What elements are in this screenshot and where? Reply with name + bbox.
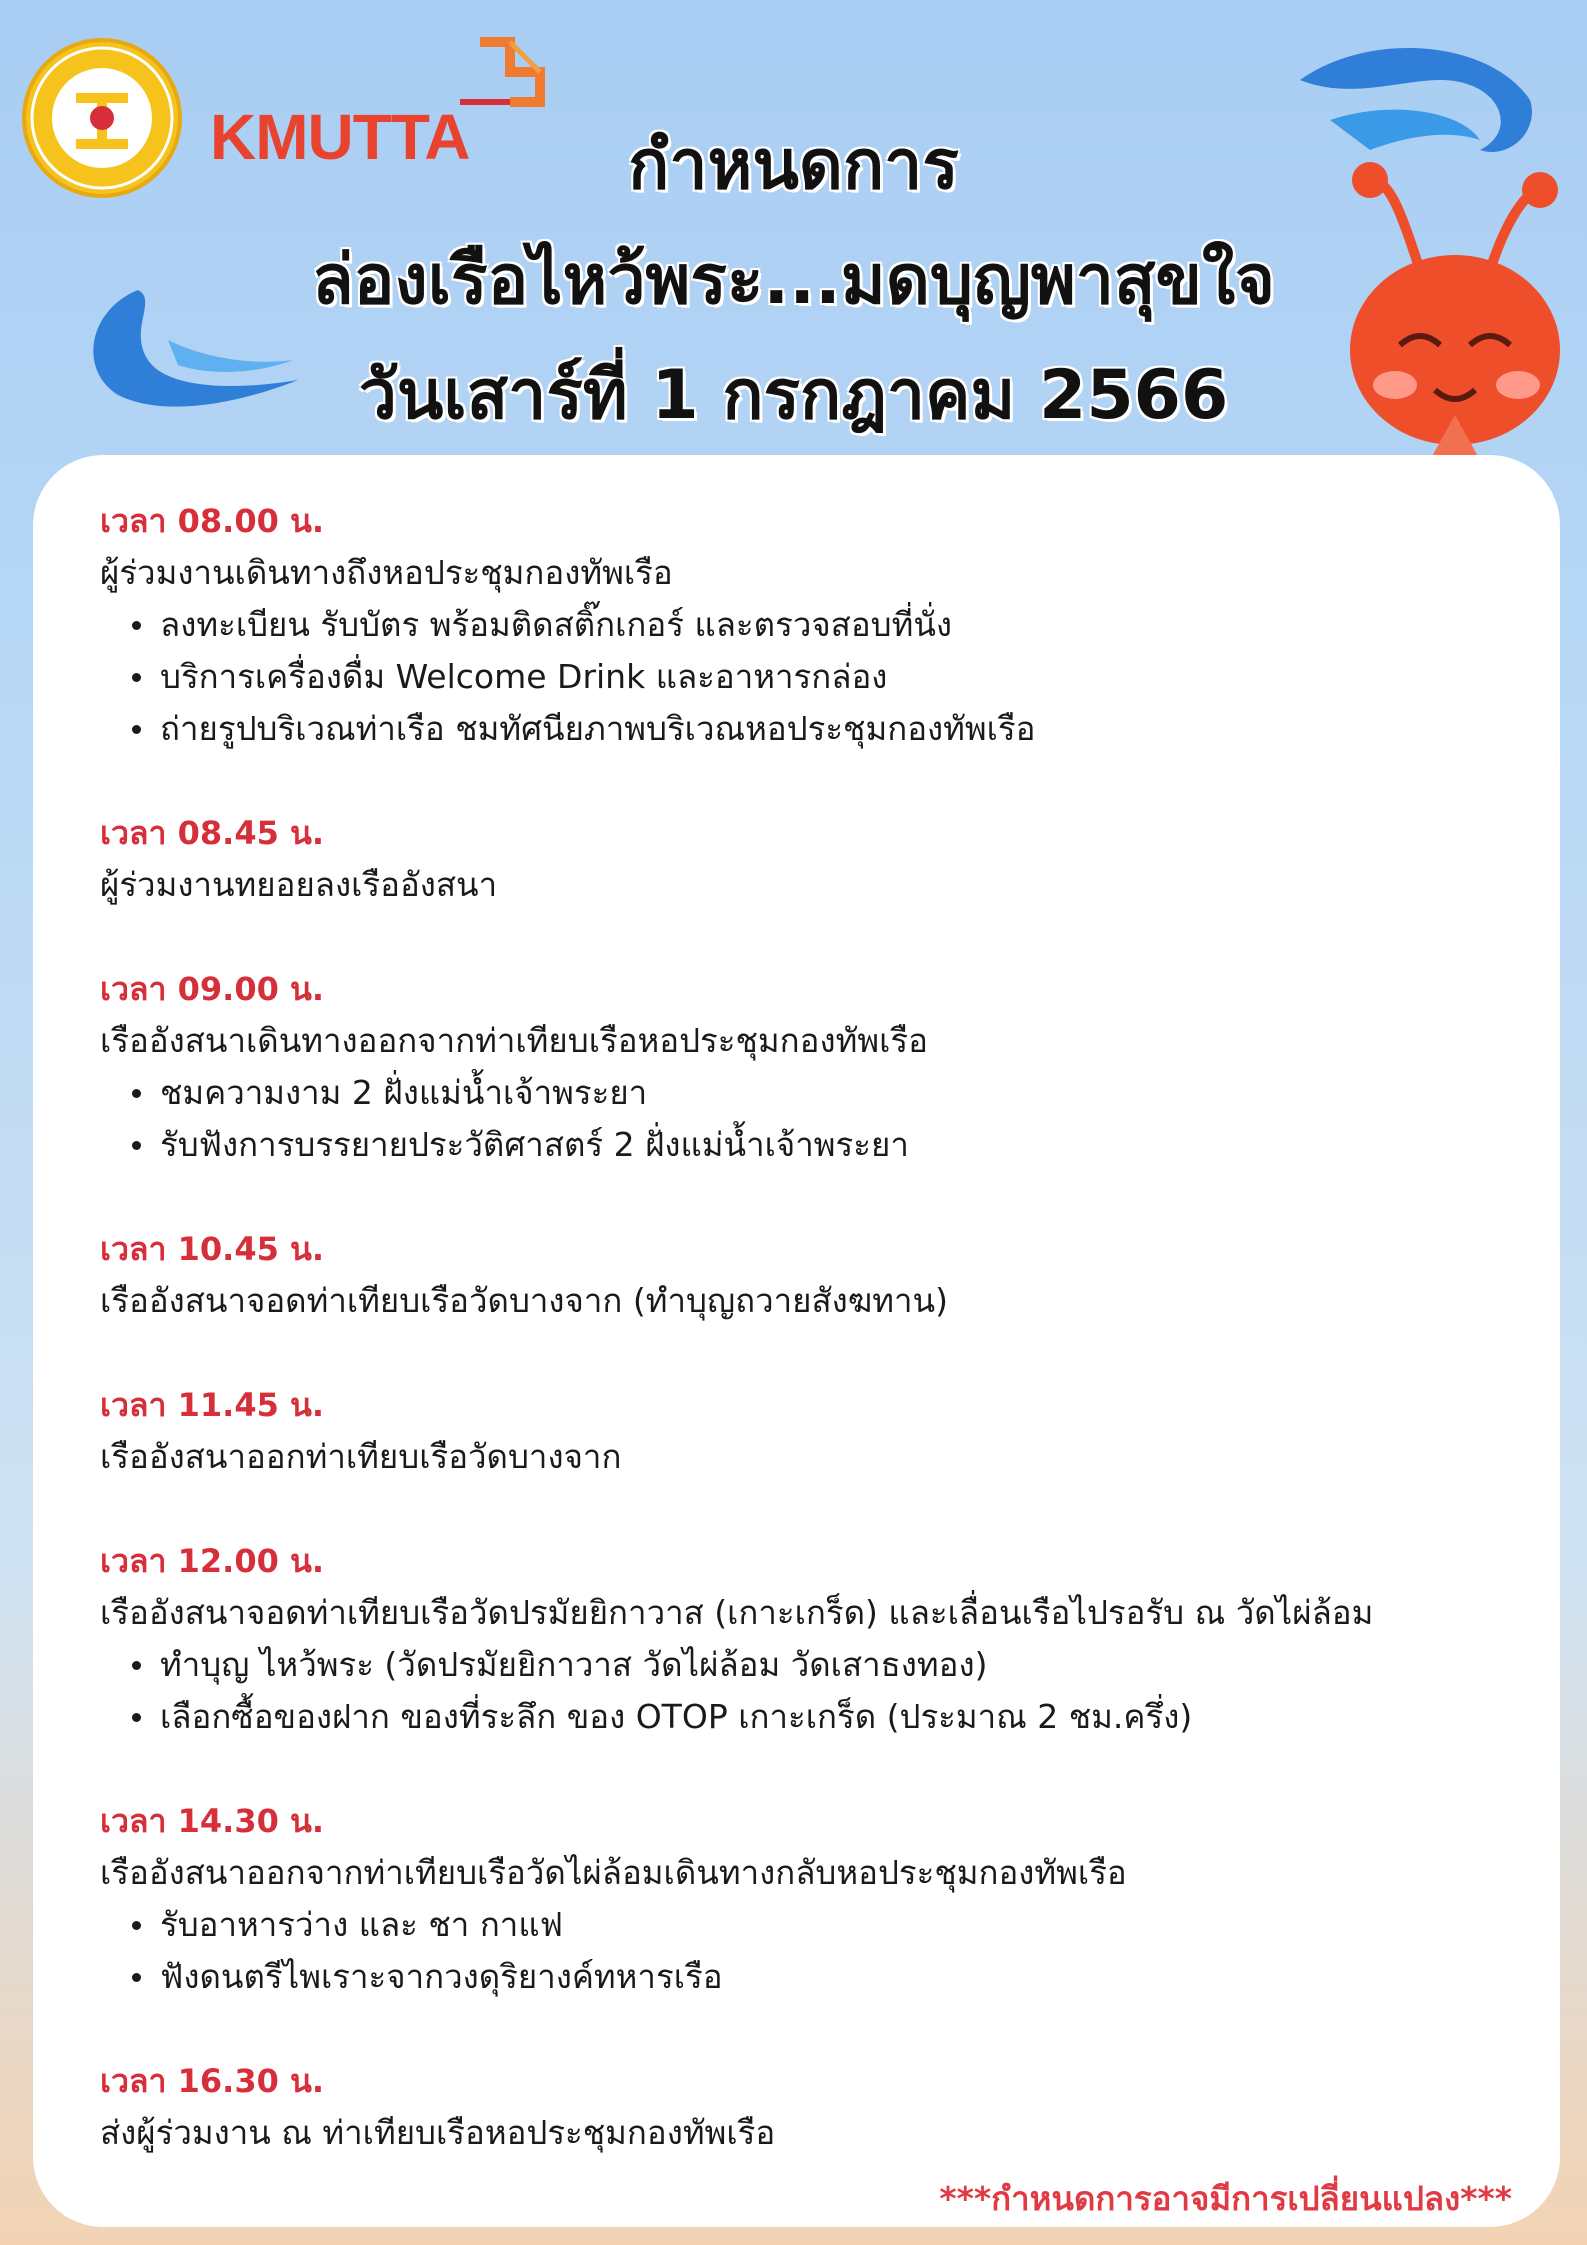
schedule-item xyxy=(100,1223,1540,1327)
schedule-time: เวลา 08.45 น. xyxy=(100,814,325,852)
schedule-item xyxy=(100,1379,1540,1483)
schedule-item xyxy=(100,1535,1540,1743)
schedule-description: เรืออังสนาออกจากท่าเทียบเรือวัดไผ่ล้อมเดินทางกลับหอประชุมกองทัพเรือ xyxy=(100,1853,1127,1892)
schedule-time: เวลา 12.00 น. xyxy=(100,1542,325,1580)
schedule-bullet: ทำบุญ ไหว้พระ (วัดปรมัยยิกาวาส วัดไผ่ล้อม วัดเสาธงทอง) xyxy=(160,1639,1540,1691)
header xyxy=(0,0,1587,460)
schedule-time: เวลา 09.00 น. xyxy=(100,970,325,1008)
schedule-item xyxy=(100,807,1540,911)
schedule-bullet: ฟังดนตรีไพเราะจากวงดุริยางค์ทหารเรือ xyxy=(160,1951,1540,2003)
schedule-item xyxy=(100,1795,1540,2003)
schedule-description: เรืออังสนาเดินทางออกจากท่าเทียบเรือหอประชุมกองทัพเรือ xyxy=(100,1021,928,1060)
schedule-description: ผู้ร่วมงานทยอยลงเรืออังสนา xyxy=(100,865,498,904)
event-name: ล่องเรือไหว้พระ...มดบุญพาสุขใจ xyxy=(311,241,1276,320)
schedule-description: ผู้ร่วมงานเดินทางถึงหอประชุมกองทัพเรือ xyxy=(100,553,673,592)
change-notice: ***กำหนดการอาจมีการเปลี่ยนแปลง*** xyxy=(939,2179,1512,2218)
brand-name: KMUTTA xyxy=(210,101,470,173)
schedule-description: เรืออังสนาจอดท่าเทียบเรือวัดบางจาก (ทำบุญถวายสังฆทาน) xyxy=(100,1281,948,1320)
schedule-bullet: รับอาหารว่าง และ ชา กาแฟ xyxy=(160,1899,1540,1951)
schedule-bullet: รับฟังการบรรยายประวัติศาสตร์ 2 ฝั่งแม่น้ำเจ้าพระยา xyxy=(160,1119,1540,1171)
schedule-description: เรืออังสนาจอดท่าเทียบเรือวัดปรมัยยิกาวาส (เกาะเกร็ด) และเลื่อนเรือไปรอรับ ณ วัดไผ่ล้อม xyxy=(100,1593,1374,1632)
schedule-description: เรืออังสนาออกท่าเทียบเรือวัดบางจาก xyxy=(100,1437,622,1476)
event-date: วันเสาร์ที่ 1 กรกฎาคม 2566 xyxy=(358,356,1229,435)
schedule-bullet: ลงทะเบียน รับบัตร พร้อมติดสติ๊กเกอร์ และตรวจสอบที่นั่ง xyxy=(160,599,1540,651)
schedule-time: เวลา 11.45 น. xyxy=(100,1386,325,1424)
schedule-item xyxy=(100,495,1540,755)
schedule-time: เวลา 10.45 น. xyxy=(100,1230,325,1268)
schedule-list xyxy=(100,495,1540,2211)
schedule-bullet: เลือกซื้อของฝาก ของที่ระลึก ของ OTOP เกาะเกร็ด (ประมาณ 2 ชม.ครึ่ง) xyxy=(160,1691,1540,1743)
schedule-bullet: ถ่ายรูปบริเวณท่าเรือ ชมทัศนียภาพบริเวณหอประชุมกองทัพเรือ xyxy=(160,703,1540,755)
schedule-description: ส่งผู้ร่วมงาน ณ ท่าเทียบเรือหอประชุมกองทัพเรือ xyxy=(100,2113,776,2152)
schedule-item xyxy=(100,963,1540,1171)
schedule-bullets xyxy=(100,1899,1540,2003)
schedule-bullet: ชมความงาม 2 ฝั่งแม่น้ำเจ้าพระยา xyxy=(160,1067,1540,1119)
schedule-bullets xyxy=(100,599,1540,755)
schedule-bullets xyxy=(100,1067,1540,1171)
schedule-bullets xyxy=(100,1639,1540,1743)
schedule-item xyxy=(100,2055,1540,2159)
schedule-time: เวลา 16.30 น. xyxy=(100,2062,325,2100)
schedule-time: เวลา 14.30 น. xyxy=(100,1802,325,1840)
page-title: กำหนดการ xyxy=(628,126,959,205)
schedule-time: เวลา 08.00 น. xyxy=(100,502,325,540)
schedule-bullet: บริการเครื่องดื่ม Welcome Drink และอาหารกล่อง xyxy=(160,651,1540,703)
